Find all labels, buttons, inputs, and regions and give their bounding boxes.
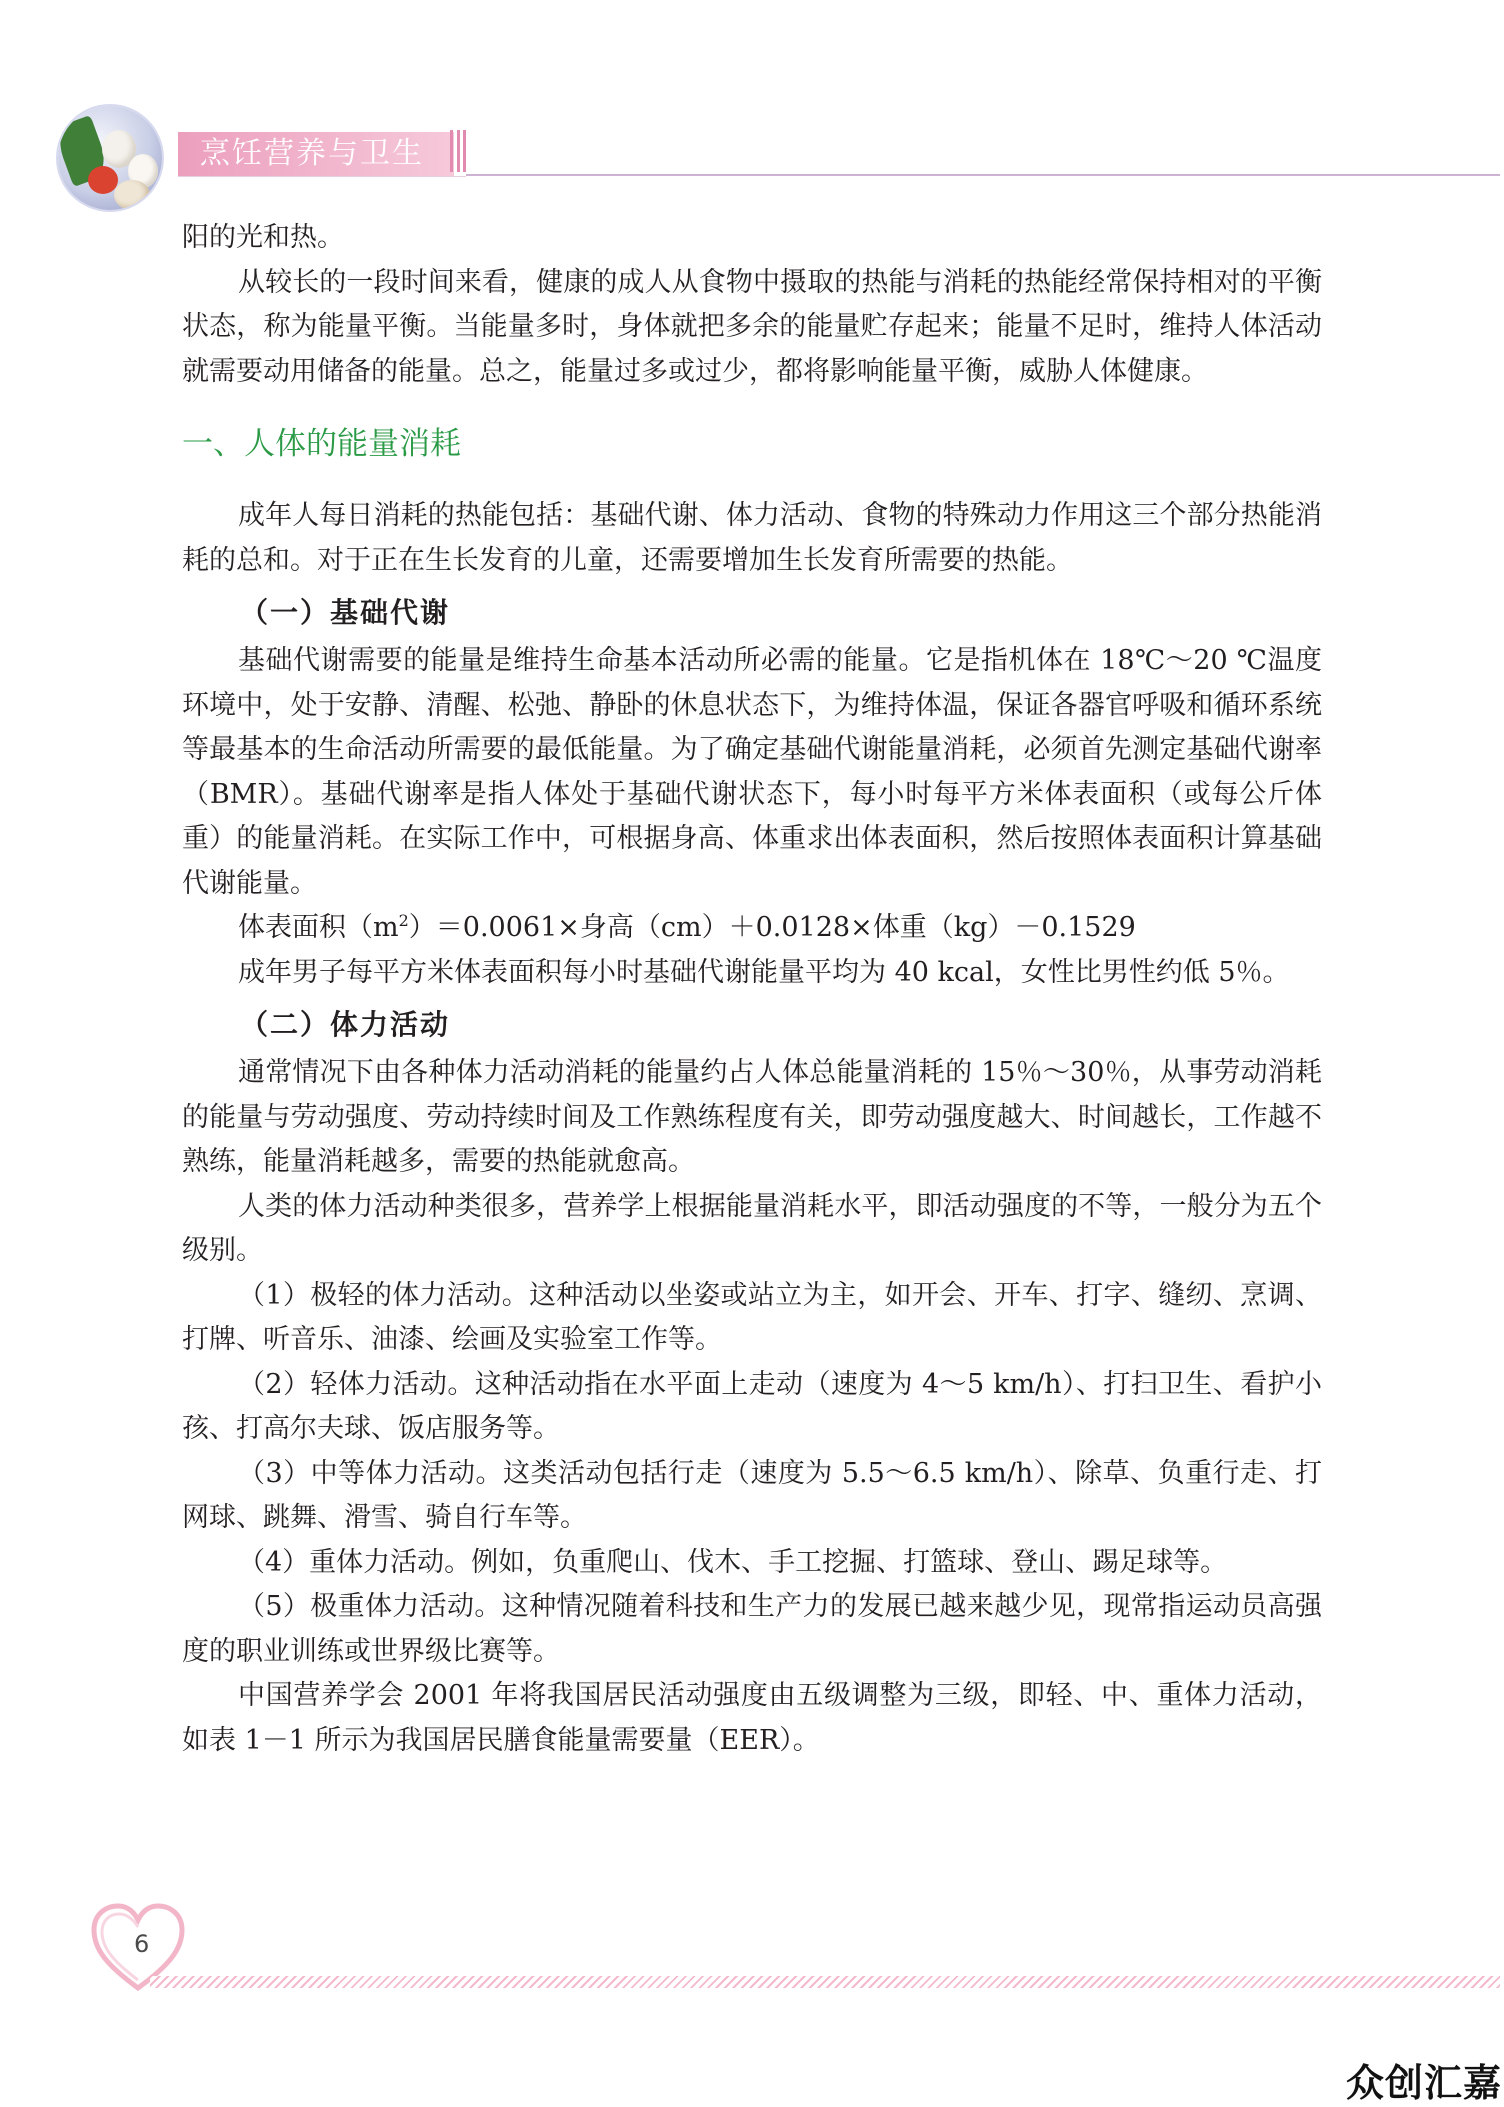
paragraph-activity-share: 通常情况下由各种体力活动消耗的能量约占人体总能量消耗的 15％～30％，从事劳动消耗的能量与劳动强度、劳动持续时间及工作熟练程度有关，即劳动强度越大、时间越长，工作越不熟练，能量消耗越多，需要的热能就愈高。 bbox=[182, 1057, 1322, 1177]
header-food-photo bbox=[58, 106, 162, 210]
list-item-level-5: （5）极重体力活动。这种情况随着科技和生产力的发展已越来越少见，现常指运动员高强度的职业训练或世界级比赛等。 bbox=[182, 1591, 1322, 1667]
list-item-level-2: （2）轻体力活动。这种活动指在水平面上走动（速度为 4～5 km/h）、打扫卫生、看护小孩、打高尔夫球、饭店服务等。 bbox=[182, 1368, 1322, 1444]
list-item-level-3: （3）中等体力活动。这类活动包括行走（速度为 5.5～6.5 km/h）、除草、负重行走、打网球、跳舞、滑雪、骑自行车等。 bbox=[182, 1457, 1322, 1533]
subsection-heading-physical-activity: （二）体力活动 bbox=[240, 1008, 451, 1041]
list-item-level-4: （4）重体力活动。例如，负重爬山、伐木、手工挖掘、打篮球、登山、踢足球等。 bbox=[238, 1546, 1228, 1578]
list-item-level-1: （1）极轻的体力活动。这种活动以坐姿或站立为主，如开会、开车、打字、缝纫、烹调、打牌、听音乐、油漆、绘画及实验室工作等。 bbox=[182, 1279, 1322, 1355]
paragraph-basal-metabolism: 基础代谢需要的能量是维持生命基本活动所必需的能量。它是指机体在 18℃～20 ℃温度环境中，处于安静、清醒、松弛、静卧的休息状态下，为维持体温，保证各器官呼吸和循环系统等最基本的生命活动所需要的最低能量。为了确定基础代谢能量消耗，必须首先测定基础代谢率（BMR）。基础代谢率是指人体处于基础代谢状态下，每小时每平方米体表面积（或每公斤体重）的能量消耗。在实际工作中，可根据身高、体重求出体表面积，然后按照体表面积计算基础代谢能量。 bbox=[182, 645, 1322, 899]
paragraph-energy-balance: 从较长的一段时间来看，健康的成人从食物中摄取的热能与消耗的热能经常保持相对的平衡状态，称为能量平衡。当能量多时，身体就把多余的能量贮存起来；能量不足时，维持人体活动就需要动用储备的能量。总之，能量过多或过少，都将影响能量平衡，威胁人体健康。 bbox=[182, 266, 1322, 387]
formula-part-a: 体表面积（m bbox=[238, 912, 399, 943]
page-number: 6 bbox=[134, 1930, 150, 1958]
book-title: 烹饪营养与卫生 bbox=[200, 136, 424, 171]
page-body bbox=[182, 216, 1322, 1763]
header-rule-under-title bbox=[178, 176, 466, 177]
paragraph-activity-levels: 人类的体力活动种类很多，营养学上根据能量消耗水平，即活动强度的不等，一般分为五个级别。 bbox=[182, 1190, 1322, 1266]
footer-stripe-band bbox=[150, 1976, 1500, 1988]
section-heading: 一、人体的能量消耗 bbox=[182, 426, 461, 462]
watermark-text: 众创汇嘉 bbox=[1346, 2061, 1503, 2105]
header-rule bbox=[466, 174, 1500, 176]
formula-superscript: 2 bbox=[398, 911, 409, 930]
paragraph-continued: 阳的光和热。 bbox=[182, 222, 344, 253]
subsection-heading-basal-metabolism: （一）基础代谢 bbox=[240, 596, 451, 629]
paragraph-daily-consumption: 成年人每日消耗的热能包括：基础代谢、体力活动、食物的特殊动力作用这三个部分热能消耗的总和。对于正在生长发育的儿童，还需要增加生长发育所需要的热能。 bbox=[182, 500, 1322, 576]
formula-body-surface-area bbox=[182, 906, 1322, 951]
paragraph-eer-note: 中国营养学会 2001 年将我国居民活动强度由五级调整为三级，即轻、中、重体力活动，如表 1－1 所示为我国居民膳食能量需要量（EER）。 bbox=[182, 1680, 1322, 1756]
paragraph-bmr-average: 成年男子每平方米体表面积每小时基础代谢能量平均为 40 kcal，女性比男性约低 5％。 bbox=[238, 956, 1290, 988]
formula-part-b: ）＝0.0061×身高（cm）＋0.0128×体重（kg）－0.1529 bbox=[408, 912, 1136, 943]
header-stripes bbox=[450, 130, 466, 172]
